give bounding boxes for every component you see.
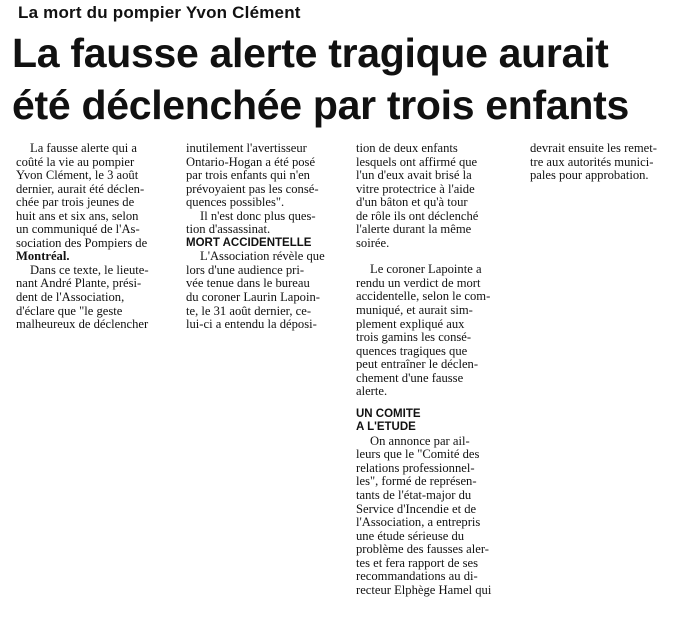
text-line: coûté la vie au pompier bbox=[16, 155, 135, 169]
paragraph bbox=[356, 263, 518, 398]
text-line: du coroner Laurin Lapoin- bbox=[186, 290, 320, 304]
text-line: L'Association révèle que bbox=[200, 250, 325, 264]
text-line: chement d'une fausse bbox=[356, 371, 464, 385]
text-line: recommandations au di- bbox=[356, 570, 478, 584]
text-line: Montréal. bbox=[16, 250, 70, 264]
article-headline bbox=[12, 27, 692, 131]
text-line: alerte. bbox=[356, 385, 388, 399]
subheading-a-l-etude: A L'ETUDE bbox=[356, 421, 416, 434]
paragraph bbox=[186, 142, 344, 210]
text-line: Service d'Incendie et de bbox=[356, 502, 477, 516]
article-column-2 bbox=[186, 142, 344, 332]
text-line: tion d'assassinat. bbox=[186, 223, 271, 237]
text-line: recteur Elphège Hamel qui bbox=[356, 583, 492, 597]
article-column-3 bbox=[356, 142, 518, 597]
article-column-1 bbox=[16, 142, 176, 332]
text-line: les", formé de représen- bbox=[356, 475, 477, 489]
text-line: Le coroner Lapointe a bbox=[370, 263, 482, 277]
text-line: de rôle ils ont déclenché bbox=[356, 209, 479, 223]
text-line: muniqué, et aurait sim- bbox=[356, 304, 473, 318]
paragraph bbox=[186, 210, 344, 237]
text-line: devrait ensuite les remet- bbox=[530, 142, 657, 155]
text-line: vitre protectrice à l'aide bbox=[356, 182, 475, 196]
text-line: lors d'une audience pri- bbox=[186, 263, 305, 277]
article-kicker: La mort du pompier Yvon Clément bbox=[18, 3, 301, 22]
text-line: sociation des Pompiers de bbox=[16, 236, 148, 250]
paragraph bbox=[16, 142, 176, 264]
text-line: d'éclare que "le geste bbox=[16, 304, 123, 318]
text-line: chée par trois jeunes de bbox=[16, 196, 135, 210]
text-line: un communiqué de l'As- bbox=[16, 223, 140, 237]
text-line: te, le 31 août dernier, ce- bbox=[186, 304, 312, 318]
paragraph bbox=[186, 250, 344, 331]
text-line: accidentelle, selon le com- bbox=[356, 290, 491, 304]
text-line: une étude sérieuse du bbox=[356, 529, 465, 543]
text-line: inutilement l'avertisseur bbox=[186, 142, 307, 155]
text-line: l'alerte durant la même bbox=[356, 223, 472, 237]
subheading-un-comite: UN COMITE bbox=[356, 407, 421, 420]
text-line: pales pour approbation. bbox=[530, 169, 649, 183]
paragraph bbox=[356, 435, 518, 598]
text-line: quences tragiques que bbox=[356, 344, 468, 358]
text-line: trois gamins les consé- bbox=[356, 331, 472, 345]
paragraph bbox=[16, 264, 176, 332]
text-line: Yvon Clément, le 3 août bbox=[16, 169, 139, 183]
text-line: l'un d'eux avait brisé la bbox=[356, 169, 472, 183]
text-line: huit ans et six ans, selon bbox=[16, 209, 139, 223]
text-line: lui-ci a entendu la déposi- bbox=[186, 318, 317, 332]
text-line: tre aux autorités munici- bbox=[530, 155, 654, 169]
text-line: prévoyaient pas les consé- bbox=[186, 182, 319, 196]
headline-line-1: La fausse alerte tragique aurait bbox=[12, 30, 609, 76]
subheading-mort-accidentelle: MORT ACCIDENTELLE bbox=[186, 236, 312, 249]
text-line: soirée. bbox=[356, 236, 390, 250]
paragraph bbox=[530, 142, 690, 183]
text-line: tion de deux enfants bbox=[356, 142, 458, 155]
text-line: par trois enfants qui n'en bbox=[186, 169, 310, 183]
article-column-4 bbox=[530, 142, 690, 183]
text-line: problème des fausses aler- bbox=[356, 543, 489, 557]
text-line: tes et fera rapport de ses bbox=[356, 556, 479, 570]
text-line: malheureux de déclencher bbox=[16, 318, 149, 332]
text-line: dent de l'Association, bbox=[16, 291, 125, 305]
text-line: l'Association, a entrepris bbox=[356, 516, 481, 530]
text-line: Dans ce texte, le lieute- bbox=[30, 263, 149, 277]
text-line: tants de l'état-major du bbox=[356, 489, 472, 503]
text-line: Ontario-Hogan a été posé bbox=[186, 155, 316, 169]
text-line: leurs que le "Comité des bbox=[356, 448, 480, 462]
text-line: rendu un verdict de mort bbox=[356, 276, 481, 290]
text-line: quences possibles". bbox=[186, 196, 285, 210]
text-line: vée tenue dans le bureau bbox=[186, 277, 310, 291]
text-line: lesquels ont affirmé que bbox=[356, 155, 478, 169]
text-line: peut entraîner le déclen- bbox=[356, 358, 479, 372]
text-line: On annonce par ail- bbox=[370, 434, 470, 448]
text-line: d'un bâton et qu'à tour bbox=[356, 196, 468, 210]
paragraph bbox=[356, 142, 518, 250]
text-line: La fausse alerte qui a bbox=[30, 142, 137, 155]
text-line: relations professionnel- bbox=[356, 461, 475, 475]
text-line: nant André Plante, prési- bbox=[16, 277, 142, 291]
text-line: Il n'est donc plus ques- bbox=[200, 209, 316, 223]
text-line: plement expliqué aux bbox=[356, 317, 465, 331]
text-line: dernier, aurait été déclen- bbox=[16, 182, 145, 196]
headline-line-2: été déclenchée par trois enfants bbox=[12, 82, 630, 128]
